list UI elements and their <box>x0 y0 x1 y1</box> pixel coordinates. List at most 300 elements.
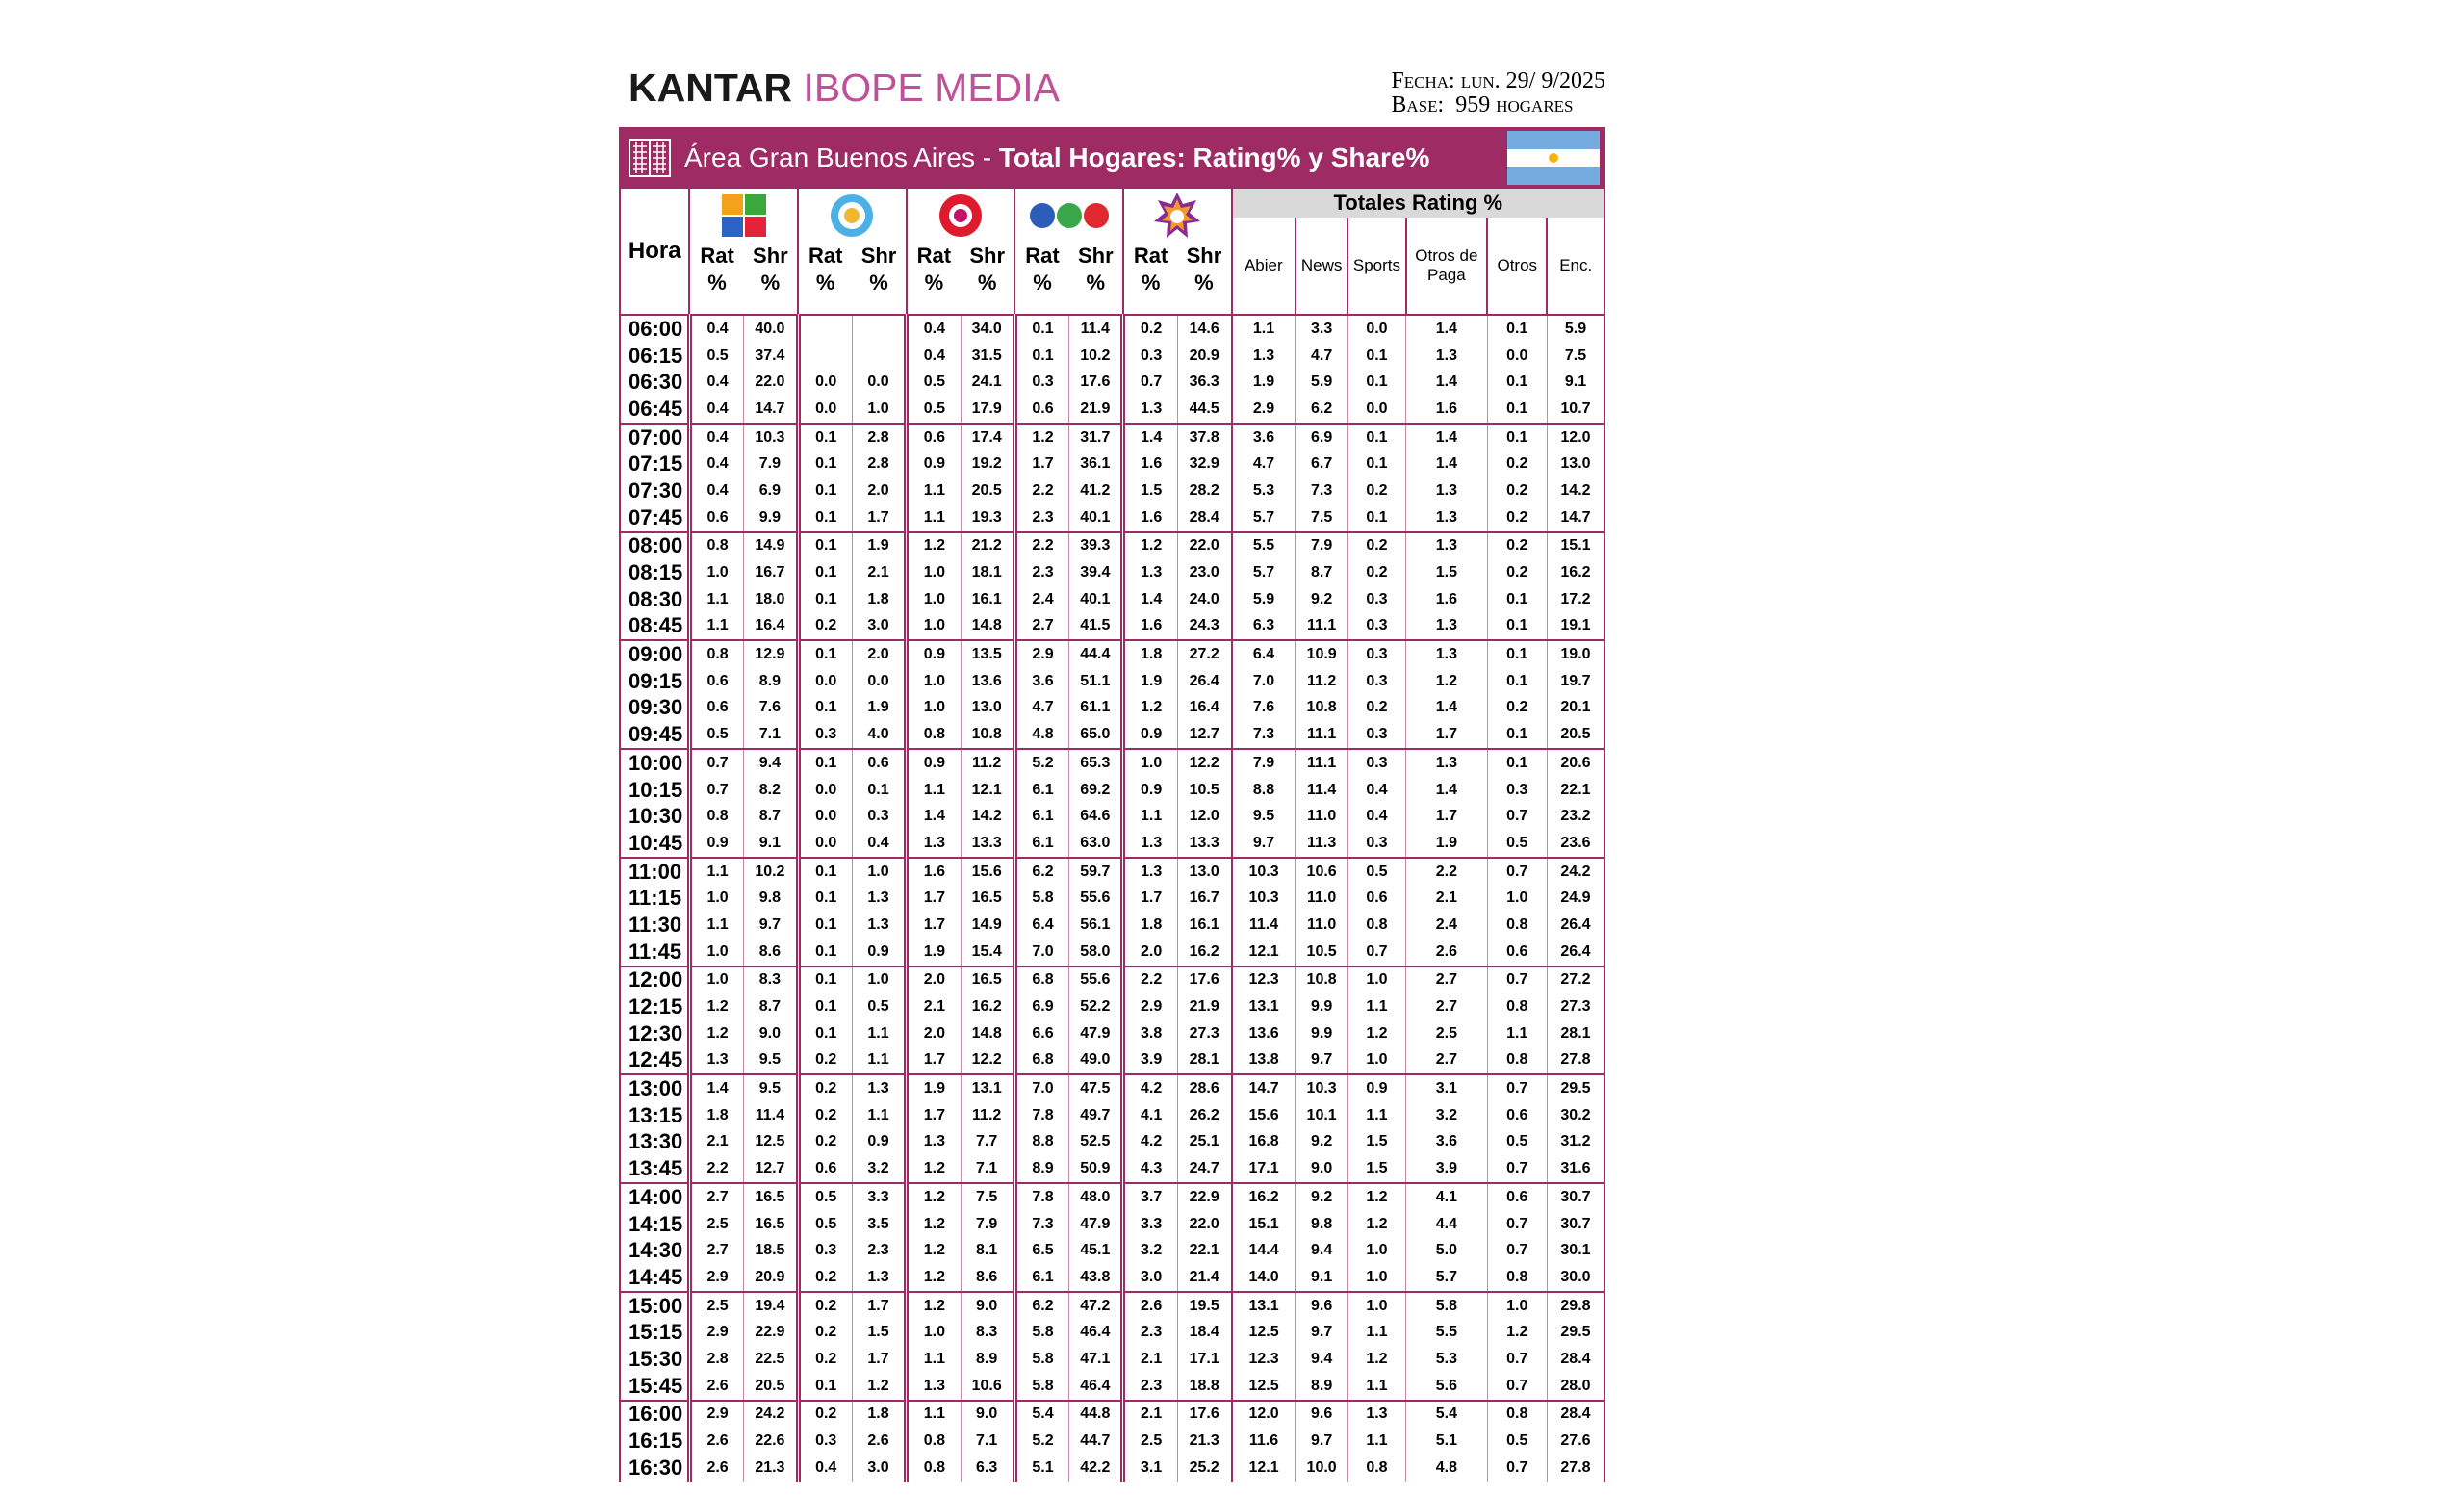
value-cell: 20.9 <box>1177 343 1231 370</box>
value-cell: 16.5 <box>744 1183 798 1211</box>
value-cell: 0.2 <box>1487 559 1547 586</box>
shr-label: Shr <box>860 244 897 268</box>
value-cell: 9.4 <box>744 749 798 777</box>
value-cell: 0.1 <box>798 504 852 532</box>
value-cell: 5.2 <box>1014 749 1068 777</box>
value-cell: 37.4 <box>744 343 798 370</box>
value-cell: 9.7 <box>744 912 798 939</box>
value-cell: 1.3 <box>689 1047 743 1075</box>
value-cell: 1.1 <box>852 1047 906 1075</box>
value-cell: 0.2 <box>1348 559 1405 586</box>
value-cell: 1.2 <box>907 1264 961 1292</box>
value-cell: 28.0 <box>1547 1373 1604 1401</box>
pct-label: % <box>1033 271 1052 295</box>
value-cell: 0.0 <box>798 777 852 804</box>
value-cell: 1.0 <box>907 559 961 586</box>
value-cell: 0.1 <box>1487 586 1547 613</box>
value-cell: 0.6 <box>798 1155 852 1183</box>
table-row <box>620 1102 1604 1129</box>
value-cell: 19.2 <box>961 451 1014 477</box>
hora-cell: 07:15 <box>620 451 689 477</box>
value-cell: 0.3 <box>798 1237 852 1264</box>
value-cell: 12.5 <box>1232 1319 1296 1346</box>
value-cell: 26.4 <box>1177 668 1231 695</box>
value-cell: 0.8 <box>689 640 743 668</box>
value-cell: 43.8 <box>1069 1264 1123 1292</box>
value-cell: 1.4 <box>907 803 961 830</box>
value-cell: 1.0 <box>907 613 961 641</box>
rat-label: Rat <box>916 244 952 268</box>
value-cell: 0.7 <box>1487 1155 1547 1183</box>
value-cell: 1.3 <box>852 885 906 912</box>
totales-otros-de-paga-header: Otros de Paga <box>1406 218 1487 315</box>
value-cell: 0.3 <box>1348 668 1405 695</box>
table-row <box>620 1155 1604 1183</box>
value-cell: 1.4 <box>689 1074 743 1102</box>
table-row <box>620 343 1604 370</box>
kantar-ibope-logo <box>629 65 1060 111</box>
value-cell: 9.8 <box>744 885 798 912</box>
value-cell: 10.9 <box>1296 640 1348 668</box>
value-cell: 9.9 <box>1296 993 1348 1020</box>
value-cell: 5.5 <box>1406 1319 1487 1346</box>
value-cell: 8.7 <box>744 803 798 830</box>
value-cell: 5.8 <box>1014 885 1068 912</box>
value-cell: 0.1 <box>798 1020 852 1047</box>
value-cell: 1.1 <box>852 1020 906 1047</box>
value-cell: 0.1 <box>1487 749 1547 777</box>
value-cell: 0.1 <box>1487 396 1547 424</box>
hora-cell: 08:30 <box>620 586 689 613</box>
value-cell: 0.7 <box>1487 1346 1547 1373</box>
value-cell: 11.0 <box>1296 803 1348 830</box>
value-cell: 1.7 <box>907 1102 961 1129</box>
hora-cell: 09:30 <box>620 695 689 722</box>
hora-cell: 10:45 <box>620 830 689 858</box>
value-cell: 3.2 <box>852 1155 906 1183</box>
value-cell: 50.9 <box>1069 1155 1123 1183</box>
value-cell: 0.8 <box>1348 912 1405 939</box>
value-cell: 17.6 <box>1069 369 1123 396</box>
value-cell: 2.3 <box>1014 559 1068 586</box>
value-cell: 1.3 <box>1123 396 1177 424</box>
value-cell: 1.1 <box>689 586 743 613</box>
value-cell: 56.1 <box>1069 912 1123 939</box>
value-cell: 0.4 <box>689 477 743 504</box>
value-cell: 9.1 <box>744 830 798 858</box>
value-cell: 2.1 <box>852 559 906 586</box>
value-cell: 0.8 <box>1487 1264 1547 1292</box>
value-cell: 44.4 <box>1069 640 1123 668</box>
value-cell: 12.7 <box>1177 721 1231 749</box>
value-cell: 10.2 <box>1069 343 1123 370</box>
value-cell: 10.6 <box>1296 858 1348 886</box>
value-cell: 2.6 <box>689 1428 743 1455</box>
table-row <box>620 1319 1604 1346</box>
value-cell: 0.2 <box>798 1346 852 1373</box>
value-cell: 0.3 <box>1014 369 1068 396</box>
hora-cell: 16:30 <box>620 1455 689 1482</box>
value-cell: 22.0 <box>1177 1211 1231 1238</box>
value-cell: 47.9 <box>1069 1211 1123 1238</box>
value-cell: 22.1 <box>1547 777 1604 804</box>
america-header <box>907 189 1015 315</box>
value-cell: 1.6 <box>1123 504 1177 532</box>
value-cell: 1.6 <box>1406 396 1487 424</box>
value-cell: 1.3 <box>852 1264 906 1292</box>
value-cell: 17.4 <box>961 424 1014 451</box>
value-cell: 16.5 <box>961 967 1014 994</box>
value-cell: 6.1 <box>1014 777 1068 804</box>
value-cell: 19.3 <box>961 504 1014 532</box>
value-cell: 23.2 <box>1547 803 1604 830</box>
value-cell: 45.1 <box>1069 1237 1123 1264</box>
value-cell: 17.1 <box>1232 1155 1296 1183</box>
value-cell: 2.6 <box>689 1373 743 1401</box>
value-cell: 11.0 <box>1296 885 1348 912</box>
value-cell: 0.4 <box>1348 803 1405 830</box>
value-cell: 0.1 <box>798 749 852 777</box>
value-cell: 49.0 <box>1069 1047 1123 1075</box>
value-cell: 16.5 <box>744 1211 798 1238</box>
value-cell: 64.6 <box>1069 803 1123 830</box>
value-cell: 0.4 <box>689 451 743 477</box>
net-tv-header <box>1123 189 1232 315</box>
value-cell: 1.7 <box>1123 885 1177 912</box>
value-cell: 1.0 <box>907 668 961 695</box>
value-cell: 1.4 <box>1406 424 1487 451</box>
value-cell: 3.6 <box>1406 1129 1487 1156</box>
value-cell: 0.5 <box>1487 1428 1547 1455</box>
value-cell: 31.7 <box>1069 424 1123 451</box>
value-cell: 47.1 <box>1069 1346 1123 1373</box>
value-cell: 27.8 <box>1547 1047 1604 1075</box>
value-cell: 0.2 <box>1348 532 1405 560</box>
table-row <box>620 1211 1604 1238</box>
value-cell: 1.0 <box>1348 1292 1405 1320</box>
value-cell: 12.1 <box>961 777 1014 804</box>
value-cell: 14.8 <box>961 1020 1014 1047</box>
telefe-header <box>1014 189 1123 315</box>
value-cell: 2.4 <box>1406 912 1487 939</box>
value-cell: 1.1 <box>907 477 961 504</box>
value-cell: 6.4 <box>1232 640 1296 668</box>
value-cell: 1.1 <box>907 1346 961 1373</box>
value-cell: 16.2 <box>1547 559 1604 586</box>
value-cell: 1.3 <box>1406 640 1487 668</box>
hora-cell: 07:00 <box>620 424 689 451</box>
value-cell: 32.9 <box>1177 451 1231 477</box>
value-cell: 25.2 <box>1177 1455 1231 1482</box>
value-cell: 10.5 <box>1177 777 1231 804</box>
value-cell: 1.0 <box>852 396 906 424</box>
value-cell: 0.1 <box>1487 369 1547 396</box>
table-row <box>620 967 1604 994</box>
value-cell: 44.8 <box>1069 1401 1123 1429</box>
value-cell: 0.1 <box>1348 343 1405 370</box>
value-cell: 2.7 <box>689 1237 743 1264</box>
value-cell: 31.5 <box>961 343 1014 370</box>
value-cell: 0.2 <box>798 1401 852 1429</box>
value-cell: 2.0 <box>907 1020 961 1047</box>
value-cell: 0.1 <box>798 885 852 912</box>
value-cell: 21.9 <box>1069 396 1123 424</box>
value-cell: 26.4 <box>1547 912 1604 939</box>
value-cell: 14.6 <box>1177 315 1231 343</box>
value-cell: 2.5 <box>1123 1428 1177 1455</box>
hora-cell: 06:15 <box>620 343 689 370</box>
value-cell: 1.2 <box>907 1211 961 1238</box>
value-cell: 1.2 <box>1348 1183 1405 1211</box>
value-cell <box>852 315 906 343</box>
value-cell: 10.6 <box>961 1373 1014 1401</box>
table-row <box>620 749 1604 777</box>
value-cell: 0.3 <box>798 1428 852 1455</box>
pct-label: % <box>707 271 727 295</box>
totales-otros-header: Otros <box>1487 218 1547 315</box>
value-cell: 13.0 <box>1177 858 1231 886</box>
value-cell: 6.1 <box>1014 803 1068 830</box>
value-cell: 58.0 <box>1069 939 1123 967</box>
value-cell: 0.9 <box>1348 1074 1405 1102</box>
title-bold: Total Hogares: Rating% y Share% <box>998 142 1430 172</box>
value-cell: 27.3 <box>1547 993 1604 1020</box>
value-cell: 1.3 <box>1123 858 1177 886</box>
table-row <box>620 1373 1604 1401</box>
value-cell: 5.9 <box>1547 315 1604 343</box>
value-cell: 9.0 <box>961 1292 1014 1320</box>
value-cell: 9.2 <box>1296 1183 1348 1211</box>
value-cell: 11.4 <box>1232 912 1296 939</box>
value-cell: 0.7 <box>1348 939 1405 967</box>
value-cell: 0.1 <box>1487 315 1547 343</box>
value-cell: 1.5 <box>1406 559 1487 586</box>
value-cell: 30.0 <box>1547 1264 1604 1292</box>
value-cell: 3.3 <box>1296 315 1348 343</box>
value-cell: 11.1 <box>1296 721 1348 749</box>
value-cell: 0.1 <box>1487 640 1547 668</box>
value-cell: 1.3 <box>907 1373 961 1401</box>
table-row <box>620 451 1604 477</box>
value-cell: 1.0 <box>689 559 743 586</box>
value-cell: 3.2 <box>1406 1102 1487 1129</box>
value-cell: 31.6 <box>1547 1155 1604 1183</box>
value-cell: 0.2 <box>798 1102 852 1129</box>
value-cell: 9.1 <box>1547 369 1604 396</box>
value-cell: 1.7 <box>852 504 906 532</box>
value-cell: 0.4 <box>798 1455 852 1482</box>
value-cell: 30.7 <box>1547 1183 1604 1211</box>
value-cell: 2.8 <box>689 1346 743 1373</box>
hora-cell: 09:45 <box>620 721 689 749</box>
value-cell: 9.0 <box>961 1401 1014 1429</box>
hora-cell: 14:00 <box>620 1183 689 1211</box>
value-cell: 28.4 <box>1177 504 1231 532</box>
value-cell: 13.6 <box>1232 1020 1296 1047</box>
value-cell: 28.4 <box>1547 1401 1604 1429</box>
value-cell: 2.8 <box>852 451 906 477</box>
value-cell: 9.4 <box>1296 1237 1348 1264</box>
value-cell: 1.7 <box>1014 451 1068 477</box>
value-cell: 9.8 <box>1296 1211 1348 1238</box>
value-cell: 30.7 <box>1547 1211 1604 1238</box>
value-cell: 24.9 <box>1547 885 1604 912</box>
pct-label: % <box>1141 271 1161 295</box>
ratings-report <box>619 60 1605 1482</box>
value-cell: 6.1 <box>1014 1264 1068 1292</box>
value-cell: 3.1 <box>1406 1074 1487 1102</box>
value-cell: 0.7 <box>1487 1237 1547 1264</box>
value-cell: 0.7 <box>689 777 743 804</box>
value-cell: 2.3 <box>852 1237 906 1264</box>
value-cell: 9.9 <box>1296 1020 1348 1047</box>
value-cell: 11.2 <box>961 1102 1014 1129</box>
value-cell: 8.7 <box>744 993 798 1020</box>
value-cell: 3.9 <box>1123 1047 1177 1075</box>
value-cell: 19.1 <box>1547 613 1604 641</box>
value-cell: 40.0 <box>744 315 798 343</box>
rat-label: Rat <box>1025 244 1060 268</box>
value-cell: 2.9 <box>689 1319 743 1346</box>
value-cell: 0.1 <box>798 640 852 668</box>
value-cell: 3.3 <box>1123 1211 1177 1238</box>
value-cell: 4.7 <box>1296 343 1348 370</box>
value-cell: 5.7 <box>1232 559 1296 586</box>
value-cell: 6.6 <box>1014 1020 1068 1047</box>
value-cell: 0.7 <box>1487 1074 1547 1102</box>
value-cell: 2.5 <box>689 1292 743 1320</box>
value-cell: 41.2 <box>1069 477 1123 504</box>
value-cell: 10.8 <box>1296 967 1348 994</box>
value-cell: 6.4 <box>1014 912 1068 939</box>
value-cell: 11.1 <box>1296 749 1348 777</box>
value-cell: 2.1 <box>1406 885 1487 912</box>
value-cell: 1.1 <box>852 1102 906 1129</box>
value-cell: 0.2 <box>798 1129 852 1156</box>
value-cell: 9.7 <box>1232 830 1296 858</box>
title-prefix: Área Gran Buenos Aires - <box>684 142 999 172</box>
value-cell: 27.6 <box>1547 1428 1604 1455</box>
value-cell: 6.9 <box>1296 424 1348 451</box>
value-cell: 0.1 <box>798 559 852 586</box>
value-cell: 1.0 <box>689 967 743 994</box>
value-cell: 2.0 <box>907 967 961 994</box>
value-cell: 5.9 <box>1232 586 1296 613</box>
value-cell: 13.8 <box>1232 1047 1296 1075</box>
value-cell: 1.0 <box>689 939 743 967</box>
value-cell: 0.0 <box>852 668 906 695</box>
value-cell: 2.2 <box>1406 858 1487 886</box>
value-cell: 14.0 <box>1232 1264 1296 1292</box>
value-cell: 2.0 <box>852 640 906 668</box>
value-cell: 3.5 <box>852 1211 906 1238</box>
value-cell: 8.6 <box>744 939 798 967</box>
value-cell: 0.7 <box>1487 1211 1547 1238</box>
value-cell: 1.0 <box>689 885 743 912</box>
value-cell: 12.1 <box>1232 939 1296 967</box>
value-cell: 16.1 <box>1177 912 1231 939</box>
value-cell: 4.4 <box>1406 1211 1487 1238</box>
value-cell: 7.8 <box>1014 1102 1068 1129</box>
value-cell: 40.1 <box>1069 504 1123 532</box>
value-cell: 6.2 <box>1014 1292 1068 1320</box>
value-cell: 3.8 <box>1123 1020 1177 1047</box>
value-cell: 28.4 <box>1547 1346 1604 1373</box>
value-cell: 4.1 <box>1123 1102 1177 1129</box>
value-cell: 7.0 <box>1014 939 1068 967</box>
value-cell: 0.7 <box>1487 967 1547 994</box>
value-cell: 1.4 <box>1123 424 1177 451</box>
value-cell: 4.7 <box>1232 451 1296 477</box>
value-cell: 0.1 <box>1487 668 1547 695</box>
value-cell: 18.0 <box>744 586 798 613</box>
value-cell: 22.5 <box>744 1346 798 1373</box>
value-cell: 1.2 <box>1487 1319 1547 1346</box>
tv-publica-header <box>798 189 907 315</box>
value-cell: 1.1 <box>1232 315 1296 343</box>
value-cell: 11.4 <box>1296 777 1348 804</box>
value-cell: 14.9 <box>961 912 1014 939</box>
value-cell: 1.2 <box>907 1292 961 1320</box>
hora-cell: 11:15 <box>620 885 689 912</box>
value-cell: 0.8 <box>1487 912 1547 939</box>
value-cell: 30.2 <box>1547 1102 1604 1129</box>
value-cell: 3.7 <box>1123 1183 1177 1211</box>
table-row <box>620 993 1604 1020</box>
value-cell: 8.3 <box>744 967 798 994</box>
value-cell: 1.7 <box>907 1047 961 1075</box>
value-cell: 1.3 <box>1406 749 1487 777</box>
value-cell: 4.1 <box>1406 1183 1487 1211</box>
value-cell: 1.2 <box>1123 532 1177 560</box>
hora-header: Hora <box>620 189 689 315</box>
value-cell: 0.2 <box>1487 477 1547 504</box>
rat-label: Rat <box>808 244 843 268</box>
value-cell: 10.3 <box>744 424 798 451</box>
hora-cell: 06:30 <box>620 369 689 396</box>
value-cell: 14.2 <box>961 803 1014 830</box>
value-cell: 0.6 <box>689 695 743 722</box>
value-cell: 6.2 <box>1014 858 1068 886</box>
value-cell: 9.6 <box>1296 1292 1348 1320</box>
value-cell: 1.4 <box>1406 315 1487 343</box>
value-cell: 1.1 <box>907 777 961 804</box>
value-cell: 1.6 <box>1406 586 1487 613</box>
value-cell: 24.3 <box>1177 613 1231 641</box>
value-cell: 0.7 <box>689 749 743 777</box>
value-cell: 7.6 <box>1232 695 1296 722</box>
value-cell: 10.0 <box>1296 1455 1348 1482</box>
value-cell: 0.3 <box>1487 777 1547 804</box>
value-cell: 1.4 <box>1406 695 1487 722</box>
value-cell: 1.8 <box>689 1102 743 1129</box>
value-cell: 2.9 <box>689 1264 743 1292</box>
value-cell: 39.3 <box>1069 532 1123 560</box>
value-cell: 16.2 <box>961 993 1014 1020</box>
hora-cell: 08:15 <box>620 559 689 586</box>
value-cell: 20.9 <box>744 1264 798 1292</box>
value-cell: 15.6 <box>1232 1102 1296 1129</box>
value-cell: 0.0 <box>1487 343 1547 370</box>
table-row <box>620 315 1604 343</box>
value-cell: 51.1 <box>1069 668 1123 695</box>
value-cell: 7.1 <box>961 1155 1014 1183</box>
value-cell: 0.7 <box>1487 803 1547 830</box>
value-cell: 1.0 <box>852 967 906 994</box>
hora-cell: 09:00 <box>620 640 689 668</box>
logo-kantar: KANTAR <box>629 65 793 110</box>
value-cell: 55.6 <box>1069 967 1123 994</box>
